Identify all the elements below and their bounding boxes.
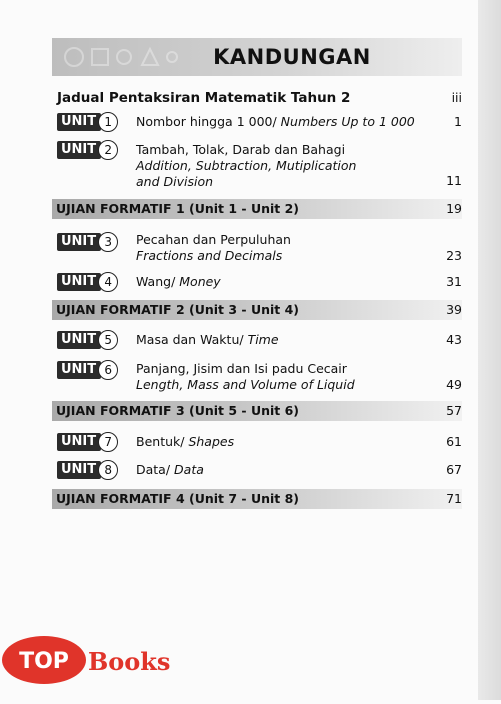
unit-label: UNIT — [57, 141, 101, 159]
unit-title-en: Data — [174, 462, 204, 477]
unit-label: UNIT — [57, 273, 101, 291]
unit-number: 3 — [98, 232, 118, 252]
page-number: 1 — [454, 114, 462, 129]
page-number: 43 — [446, 332, 462, 347]
page-number: iii — [451, 90, 462, 105]
page-number: 71 — [446, 491, 462, 506]
unit-number: 2 — [98, 140, 118, 160]
unit-title-en: Fractions and Decimals — [136, 248, 283, 263]
page-title: KANDUNGAN — [213, 45, 371, 69]
unit-title — [136, 462, 204, 478]
unit-title-en: Length, Mass and Volume of Liquid — [136, 377, 355, 392]
logo-top-text: TOP — [19, 649, 69, 674]
page-number: 39 — [446, 302, 462, 317]
unit-number: 7 — [98, 432, 118, 452]
contents-header — [52, 38, 462, 76]
page-number: 31 — [446, 274, 462, 289]
unit-title-ms: Pecahan dan Perpuluhan — [136, 232, 291, 247]
unit-title-ms: Bentuk/ — [136, 434, 189, 449]
unit-title-en: Money — [179, 274, 221, 289]
unit-title-ms: Data/ — [136, 462, 175, 477]
unit-badge — [57, 272, 118, 292]
unit-title-ms: Tambah, Tolak, Darab dan Bahagi — [136, 142, 346, 157]
page-edge — [478, 0, 501, 700]
unit-badge — [57, 112, 118, 132]
page-number: 49 — [446, 377, 462, 392]
toc-row-unit-1 — [52, 112, 462, 132]
unit-badge — [57, 432, 118, 452]
toc-row-unit-4 — [52, 272, 462, 292]
unit-title-ms: Masa dan Waktu/ — [136, 332, 248, 347]
topbooks-logo-graphic — [0, 616, 210, 700]
unit-title-en-2: and Division — [136, 174, 214, 189]
formatif-row-1 — [52, 199, 462, 219]
intro-title: Jadual Pentaksiran Matematik Tahun 2 — [57, 90, 351, 106]
unit-title-ms: Wang/ — [136, 274, 180, 289]
formatif-row-2 — [52, 300, 462, 320]
unit-title-ms: Nombor hingga 1 000/ — [136, 114, 281, 129]
page-number: 11 — [446, 173, 462, 188]
unit-title — [136, 232, 291, 264]
unit-label: UNIT — [57, 361, 101, 379]
page-number: 61 — [446, 434, 462, 449]
unit-label: UNIT — [57, 233, 101, 251]
unit-title-ms: Panjang, Jisim dan Isi padu Cecair — [136, 361, 347, 376]
unit-number: 6 — [98, 360, 118, 380]
unit-label: UNIT — [57, 113, 101, 131]
unit-title — [136, 142, 356, 190]
unit-label: UNIT — [57, 331, 101, 349]
toc-row-unit-8 — [52, 460, 462, 480]
unit-badge — [57, 360, 118, 380]
unit-number: 1 — [98, 112, 118, 132]
unit-title — [136, 274, 221, 290]
page-number: 23 — [446, 248, 462, 263]
logo-books-text: Books — [88, 647, 171, 676]
formatif-label: UJIAN FORMATIF 2 (Unit 3 - Unit 4) — [56, 302, 300, 317]
toc-row-unit-5 — [52, 330, 462, 350]
formatif-label: UJIAN FORMATIF 4 (Unit 7 - Unit 8) — [56, 491, 300, 506]
toc-row-unit-6 — [52, 360, 462, 394]
unit-number: 4 — [98, 272, 118, 292]
unit-title — [136, 114, 415, 130]
topbooks-logo — [0, 616, 210, 700]
unit-title — [136, 332, 279, 348]
unit-badge — [57, 232, 118, 252]
unit-label: UNIT — [57, 433, 101, 451]
unit-title — [136, 434, 234, 450]
unit-badge — [57, 140, 118, 160]
unit-title-en: Numbers Up to 1 000 — [280, 114, 415, 129]
formatif-row-4 — [52, 489, 462, 509]
unit-title-en: Shapes — [188, 434, 235, 449]
unit-number: 8 — [98, 460, 118, 480]
unit-title-en: Time — [247, 332, 279, 347]
page-number: 67 — [446, 462, 462, 477]
toc-row-unit-2 — [52, 140, 462, 190]
decorative-pattern — [62, 44, 182, 70]
unit-label: UNIT — [57, 461, 101, 479]
toc-row-intro — [52, 90, 462, 108]
toc-row-unit-3 — [52, 232, 462, 266]
unit-title-en: Addition, Subtraction, Mutiplication — [136, 158, 357, 173]
page-number: 57 — [446, 403, 462, 418]
page-number: 19 — [446, 201, 462, 216]
unit-badge — [57, 330, 118, 350]
toc-row-unit-7 — [52, 432, 462, 452]
unit-badge — [57, 460, 118, 480]
unit-number: 5 — [98, 330, 118, 350]
formatif-label: UJIAN FORMATIF 3 (Unit 5 - Unit 6) — [56, 403, 300, 418]
formatif-row-3 — [52, 401, 462, 421]
formatif-label: UJIAN FORMATIF 1 (Unit 1 - Unit 2) — [56, 201, 300, 216]
unit-title — [136, 361, 355, 393]
